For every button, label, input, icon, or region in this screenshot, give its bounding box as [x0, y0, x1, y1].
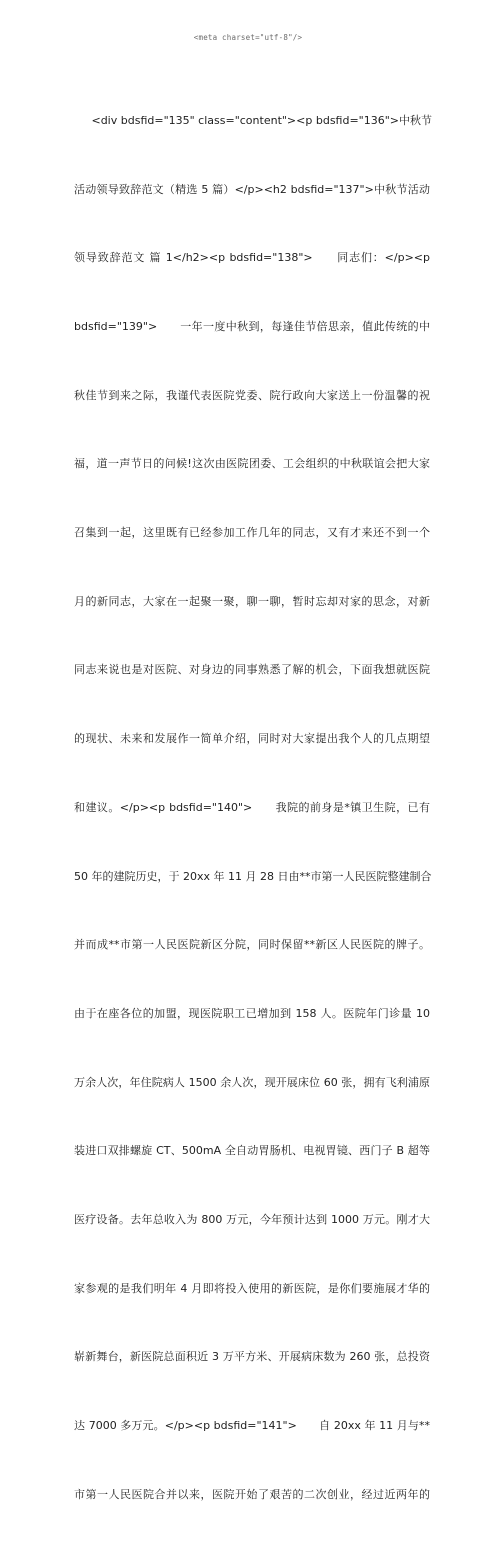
text-line: 活动领导致辞范文（精选 5 篇）</p><h2 bdsfid="137">中秋节活动 — [74, 182, 430, 196]
text-line: 医疗设备。去年总收入为 800 万元，今年预计达到 1000 万元。刚才大 — [74, 1213, 430, 1227]
text-line: 市第一人民医院合并以来，医院开始了艰苦的二次创业，经过近两年的 — [74, 1487, 430, 1501]
text-line: 福，道一声节日的问候!这次由医院团委、工会组织的中秋联谊会把大家 — [74, 457, 430, 471]
text-line: 万余人次，年住院病人 1500 余人次，现开展床位 60 张，拥有飞利浦原 — [74, 1075, 430, 1089]
text-line: 装进口双排螺旋 CT、500mA 全自动胃肠机、电视胃镜、西门子 B 超等 — [74, 1144, 430, 1158]
text-line: 召集到一起，这里既有已经参加工作几年的同志，又有才来还不到一个 — [74, 526, 430, 540]
text-line: bdsfid="139"> 一年一度中秋到，每逢佳节倍思亲，值此传统的中 — [74, 319, 430, 333]
text-line: 领导致辞范文 篇 1</h2><p bdsfid="138"> 同志们：</p><p — [74, 251, 430, 265]
body-paragraph — [74, 64, 433, 1553]
text-line: 崭新舞台，新医院总面积近 3 万平方米、开展病床数为 260 张，总投资 — [74, 1350, 430, 1364]
text-line: 达 7000 多万元。</p><p bdsfid="141"> 自 20xx 年 11 月与** — [74, 1419, 430, 1433]
text-line: 月的新同志，大家在一起聚一聚，聊一聊，暂时忘却对家的思念，对新 — [74, 594, 430, 608]
text-line: <div bdsfid="135" class="content"><p bdsfid="136">中秋节 — [74, 113, 433, 127]
text-line: 秋佳节到来之际，我谨代表医院党委、院行政向大家送上一份温馨的祝 — [74, 388, 430, 402]
text-line: 和建议。</p><p bdsfid="140"> 我院的前身是*镇卫生院，已有 — [74, 800, 430, 814]
text-line: 50 年的建院历史，于 20xx 年 11 月 28 日由**市第一人民医院整建制合 — [74, 869, 432, 883]
text-line: 同志来说也是对医院、对身边的同事熟悉了解的机会，下面我想就医院 — [74, 663, 430, 677]
text-line: 家参观的是我们明年 4 月即将投入使用的新医院，是你们要施展才华的 — [74, 1281, 430, 1295]
text-line: 由于在座各位的加盟，现医院职工已增加到 158 人。医院年门诊量 10 — [74, 1006, 430, 1020]
text-line: 并而成**市第一人民医院新区分院，同时保留**新区人民医院的牌子。 — [74, 938, 430, 952]
text-line: 的现状、未来和发展作一简单介绍，同时对大家提出我个人的几点期望 — [74, 732, 430, 746]
meta-charset-line: <meta charset="utf-8"/> — [193, 33, 303, 42]
